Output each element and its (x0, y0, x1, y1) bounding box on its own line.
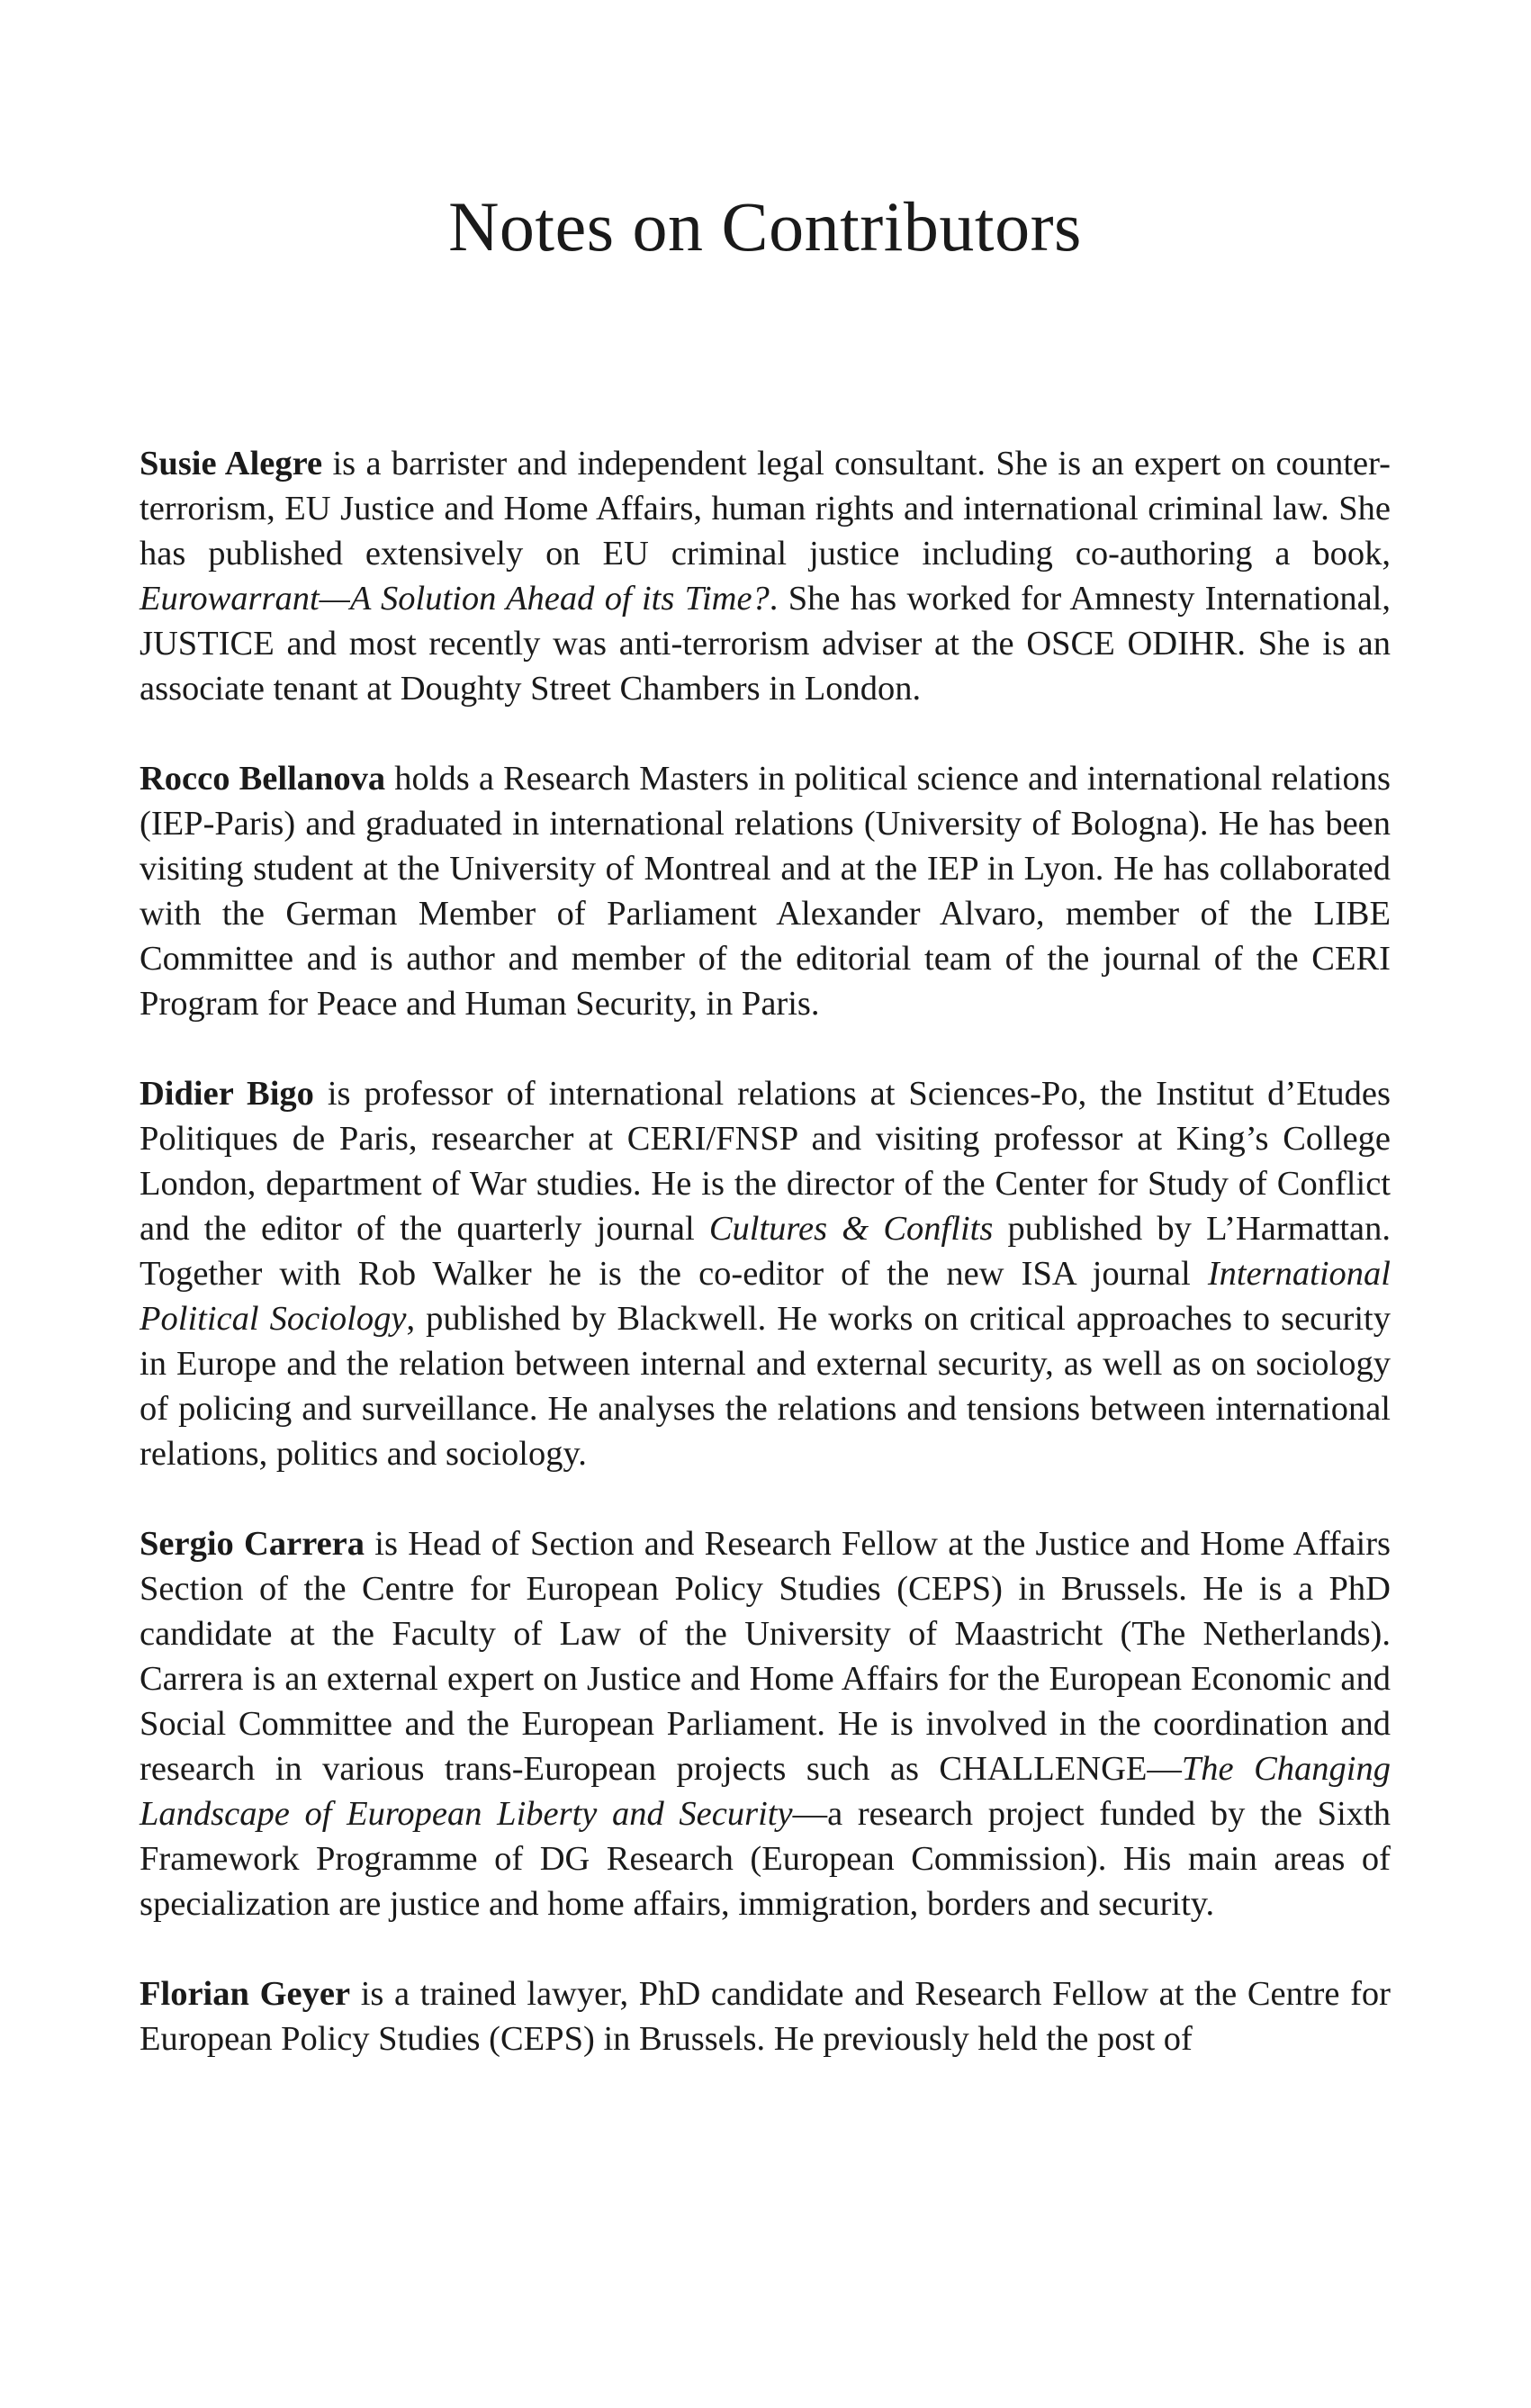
contributor-bio: is Head of Section and Research Fellow at the Justice and Home Affairs Section of the Centre for European Policy Studies (CEPS) in Brussels. He is a PhD candidate at the Faculty of Law of the University of Maastricht (The Netherlands). Carrera is an external expert on Justice and Home Affairs for the European Economic and Social Committee and the European Parliament. He is involved in the coordination and research in various trans-European projects such as CHALLENGE— (140, 1525, 1391, 1788)
contributor-bio: is a barrister and independent legal consultant. She is an expert on counter-terrorism, EU Justice and Home Affairs, human rights and international criminal law. She has published extensively on EU criminal justice including co-authoring a book, (140, 445, 1391, 573)
contributor-bio: is a trained lawyer, PhD candidate and Research Fellow at the Centre for European Policy Studies (CEPS) in Brussels. He previously held the post of (140, 1975, 1391, 2058)
contributor-entry-carrera (140, 1521, 1391, 1926)
contributor-bio: holds a Research Masters in political science and international relations (IEP-Paris) and graduated in international relations (University of Bologna). He has been visiting student at the University of Montreal and at the IEP in Lyon. He has collaborated with the German Member of Parliament Alexander Alvaro, member of the LIBE Committee and is author and member of the editorial team of the journal of the CERI Program for Peace and Human Security, in Paris. (140, 760, 1391, 1023)
contributor-bio: , published by Blackwell. He works on critical approaches to security in Europe and the relation between internal and external security, as well as on sociology of policing and surveillance. He analyses the relations and tensions between international relations, politics and sociology. (140, 1300, 1391, 1473)
contributor-list (140, 441, 1391, 2106)
journal-title: Cultures & Conflits (708, 1210, 994, 1248)
contributor-name: Florian Geyer (140, 1975, 351, 2013)
contributor-bio: . She has worked for Amnesty International, JUSTICE and most recently was anti-terrorism adviser at the OSCE ODIHR. She is an associate tenant at Doughty Street Chambers in London. (140, 580, 1391, 708)
book-title: Eurowarrant—A Solution Ahead of its Time? (140, 580, 770, 618)
contributor-name: Rocco Bellanova (140, 760, 386, 798)
contributor-name: Sergio Carrera (140, 1525, 365, 1563)
contributor-entry-bellanova (140, 756, 1391, 1026)
contributor-bio: is professor of international relations at Sciences-Po, the Institut d’Etudes Politiques de Paris, researcher at CERI/FNSP and visiting professor at King’s College London, department of War studies. He is the director of the Center for Study of Conflict and the editor of the quarterly journal (140, 1075, 1391, 1248)
page-title: Notes on Contributors (448, 187, 1082, 266)
contributor-entry-alegre (140, 441, 1391, 711)
contributor-name: Didier Bigo (140, 1075, 314, 1113)
contributor-name: Susie Alegre (140, 445, 323, 483)
contributor-entry-bigo (140, 1071, 1391, 1476)
contributor-bio: published by L’Harmattan. Together with Rob Walker he is the co-editor of the new ISA journal (140, 1210, 1391, 1293)
contributor-entry-geyer (140, 1971, 1391, 2061)
project-title: The Changing Landscape of European Liberty and Security (140, 1750, 1391, 1833)
journal-title: International Political Sociology (140, 1255, 1391, 1338)
contributor-bio: —a research project funded by the Sixth Framework Programme of DG Research (European Commission). His main areas of specialization are justice and home affairs, immigration, borders and security. (140, 1795, 1391, 1923)
